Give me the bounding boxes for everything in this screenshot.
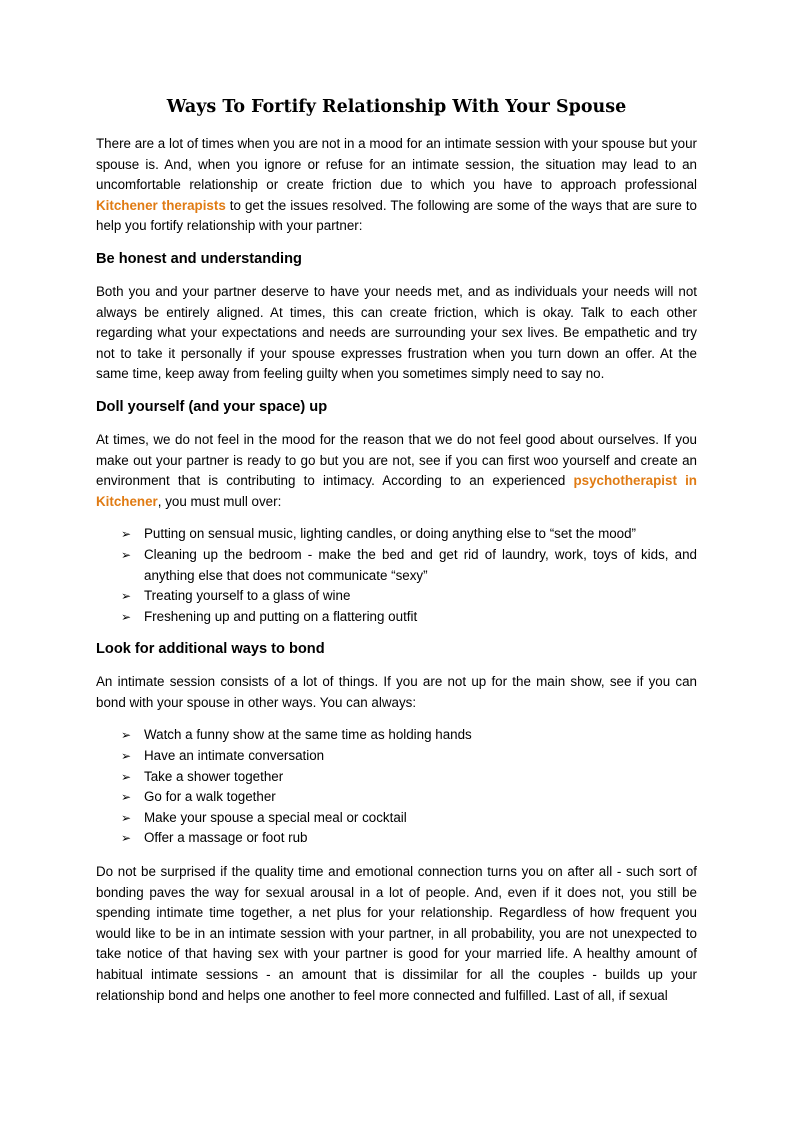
intro-paragraph xyxy=(96,134,697,237)
list-item xyxy=(121,586,697,607)
doll-up-text-end: , you must mull over: xyxy=(157,493,282,509)
list-item-text: Putting on sensual music, lighting candles, or doing anything else to “set the mood” xyxy=(144,526,637,542)
list-item-text: Treating yourself to a glass of wine xyxy=(144,588,351,604)
list-item xyxy=(121,828,697,849)
intro-text-start: There are a lot of times when you are not in a mood for an intimate session with your spouse but your spouse is. And, when you ignore or refuse for an intimate session, the situation may lead to an uncomfortable relationship or create friction due to which you have to approach professional xyxy=(96,136,697,193)
arrow-bullet-icon: ➢ xyxy=(121,790,132,805)
list-item-text: Offer a massage or foot rub xyxy=(144,830,308,846)
psychotherapist-link[interactable]: psychotherapist in Kitchener xyxy=(96,473,697,509)
closing-paragraph: Do not be surprised if the quality time and emotional connection turns you on after all - such sort of bonding paves the way for sexual arousal in a lot of people. And, even if it does not, you still be spending intimate time together, a net plus for your relationship. Regardless of how frequent you would like to be in an intimate session with your partner, in all probability, you are not unexpected to take notice of that having sex with your partner is good for your married life. A healthy amount of habitual intimate sessions - an amount that is dissimilar for all the couples - builds up your relationship bond and helps one another to feel more connected and fulfilled. Last of all, if sexual xyxy=(96,864,697,1003)
list-item-text: Take a shower together xyxy=(144,768,284,784)
doll-up-bullet-list xyxy=(96,524,697,627)
list-item xyxy=(121,725,697,746)
arrow-bullet-icon: ➢ xyxy=(121,527,132,542)
arrow-bullet-icon: ➢ xyxy=(121,769,132,784)
intro-text-end: to get the issues resolved. The following are some of the ways that are sure to help you fortify relationship with your partner: xyxy=(96,197,697,234)
list-item xyxy=(121,545,697,586)
list-item xyxy=(121,524,697,545)
kitchener-therapists-link[interactable]: Kitchener therapists xyxy=(96,197,226,213)
list-item xyxy=(121,607,697,628)
list-item-text: Cleaning up the bedroom - make the bed and get rid of laundry, work, toys of kids, and anything else that does not communicate “sexy” xyxy=(144,546,697,583)
list-item-text: Have an intimate conversation xyxy=(144,748,325,764)
doll-up-text-start: At times, we do not feel in the mood for the reason that we do not feel good about ourselves. If you make out your partner is ready to go but you are not, see if you can first woo yourself and create an environment that is contributing to intimacy. According to an experienced xyxy=(96,431,697,489)
arrow-bullet-icon: ➢ xyxy=(121,831,132,846)
section-body-bond: An intimate session consists of a lot of things. If you are not up for the main show, see if you can bond with your spouse in other ways. You can always: xyxy=(96,674,697,710)
arrow-bullet-icon: ➢ xyxy=(121,547,132,562)
document-content xyxy=(96,94,697,1006)
arrow-bullet-icon: ➢ xyxy=(121,810,132,825)
arrow-bullet-icon: ➢ xyxy=(121,609,132,624)
bond-bullet-list xyxy=(96,725,697,849)
list-item xyxy=(121,746,697,767)
arrow-bullet-icon: ➢ xyxy=(121,749,132,764)
list-item xyxy=(121,808,697,829)
section-heading-honest: Be honest and understanding xyxy=(96,250,302,267)
list-item-text: Go for a walk together xyxy=(144,789,276,805)
arrow-bullet-icon: ➢ xyxy=(121,589,132,604)
section-body-doll-up xyxy=(96,430,697,512)
section-body-honest: Both you and your partner deserve to have your needs met, and as individuals your needs will not always be entirely aligned. At times, this can create friction, which is okay. Talk to each other regarding what your expectations and needs are surrounding your sex lives. Be empathetic and try not to take it personally if your spouse expresses frustration when you turn down an offer. At the same time, keep away from feeling guilty when you sometimes simply need to say no. xyxy=(96,283,697,382)
section-heading-doll-up: Doll yourself (and your space) up xyxy=(96,398,328,415)
list-item-text: Watch a funny show at the same time as holding hands xyxy=(144,727,472,743)
arrow-bullet-icon: ➢ xyxy=(121,728,132,743)
section-heading-bond: Look for additional ways to bond xyxy=(96,641,325,658)
list-item xyxy=(121,767,697,788)
list-item-text: Make your spouse a special meal or cocktail xyxy=(144,809,407,825)
list-item xyxy=(121,787,697,808)
page-title: Ways To Fortify Relationship With Your Spouse xyxy=(166,97,627,117)
list-item-text: Freshening up and putting on a flattering outfit xyxy=(144,608,418,624)
